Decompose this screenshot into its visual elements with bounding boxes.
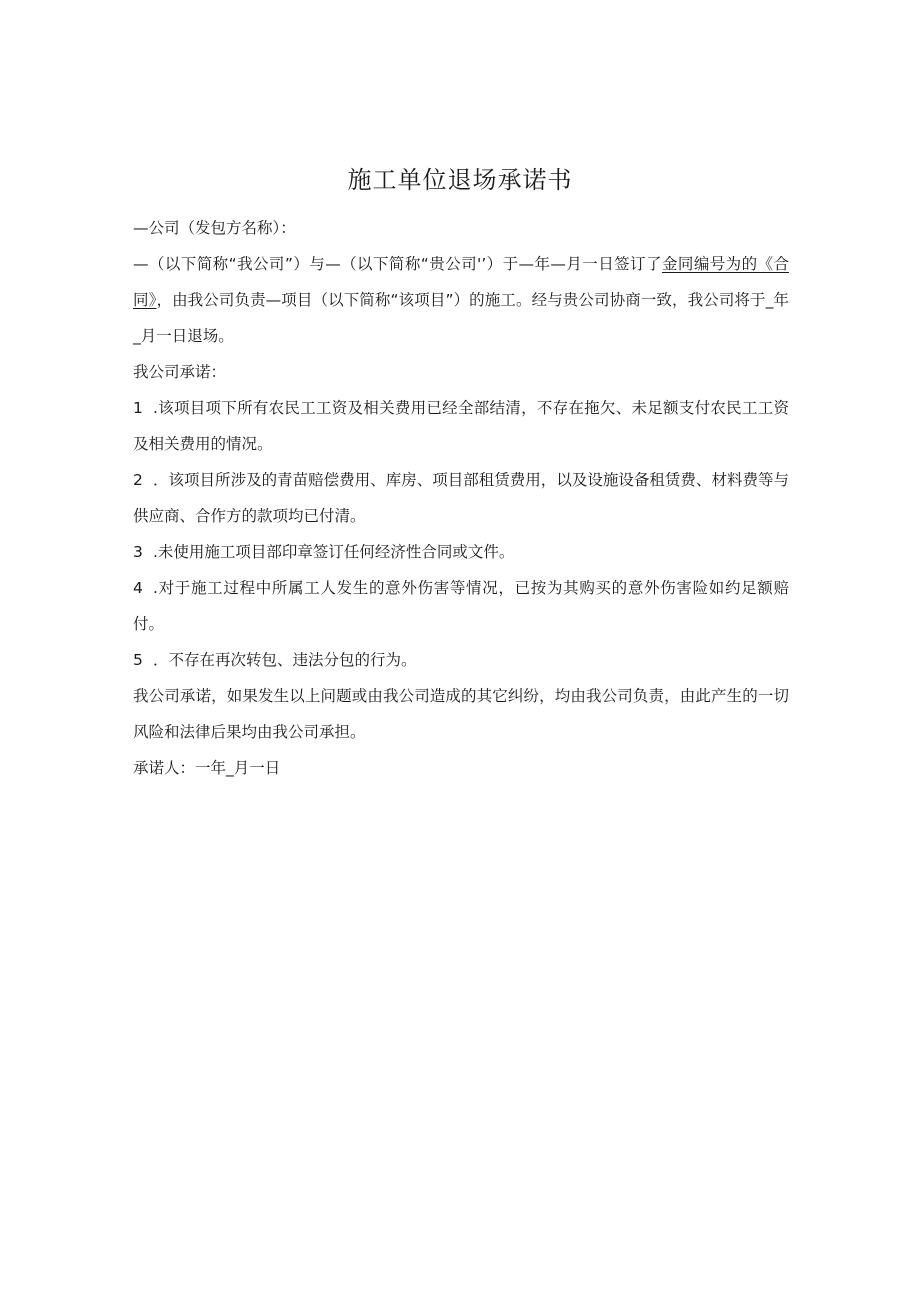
promise-item-number: 3 (133, 543, 143, 561)
promise-item-number: 1 (133, 399, 143, 417)
closing-paragraph: 我公司承诺，如果发生以上问题或由我公司造成的其它纠纷，均由我公司负责，由此产生的一切风险和法律后果均由我公司承担。 (133, 687, 789, 741)
document-title: 施工单位退场承诺书 (347, 166, 573, 194)
promise-item (133, 642, 789, 678)
promise-heading: 我公司承诺： (133, 363, 227, 381)
addressee-line: —公司（发包方名称）： (133, 219, 296, 237)
intro-text-part1: —（以下简称“我公司”）与—（以下简称“贵公司'’）于—年—月一日签订了 (133, 255, 662, 273)
promise-item (133, 390, 789, 462)
promise-item (133, 462, 789, 534)
contract-number-underlined: 金同编号为的《合同》 (133, 255, 789, 309)
signature-line: 承诺人：一年_月一日 (133, 759, 281, 777)
promise-item-text: ．不存在再次转包、违法分包的行为。 (153, 651, 417, 669)
promise-item-text: .该项目项下所有农民工工资及相关费用已经全部结清，不存在拖欠、未足额支付农民工工资及相关费用的情况。 (133, 399, 789, 453)
promise-item-text: .对于施工过程中所属工人发生的意外伤害等情况，已按为其购买的意外伤害险如约足额赔付。 (133, 579, 789, 633)
intro-paragraph (133, 246, 789, 354)
promise-item (133, 570, 789, 642)
promise-item-number: 2 (133, 471, 143, 489)
promise-item (133, 534, 789, 570)
promise-item-number: 4 (133, 579, 143, 597)
promise-item-text: .未使用施工项目部印章签订任何经济性合同或文件。 (153, 543, 515, 561)
promise-item-number: 5 (133, 651, 143, 669)
document-body (133, 210, 789, 786)
intro-text-part2: ，由我公司负责—项目（以下简称“该项目”）的施工。经与贵公司协商一致，我公司将于_年_月一日退场。 (133, 291, 789, 345)
promise-item-text: ．该项目所涉及的青苗赔偿费用、库房、项目部租赁费用，以及设施设备租赁费、材料费等与供应商、合作方的款项均已付清。 (133, 471, 789, 525)
